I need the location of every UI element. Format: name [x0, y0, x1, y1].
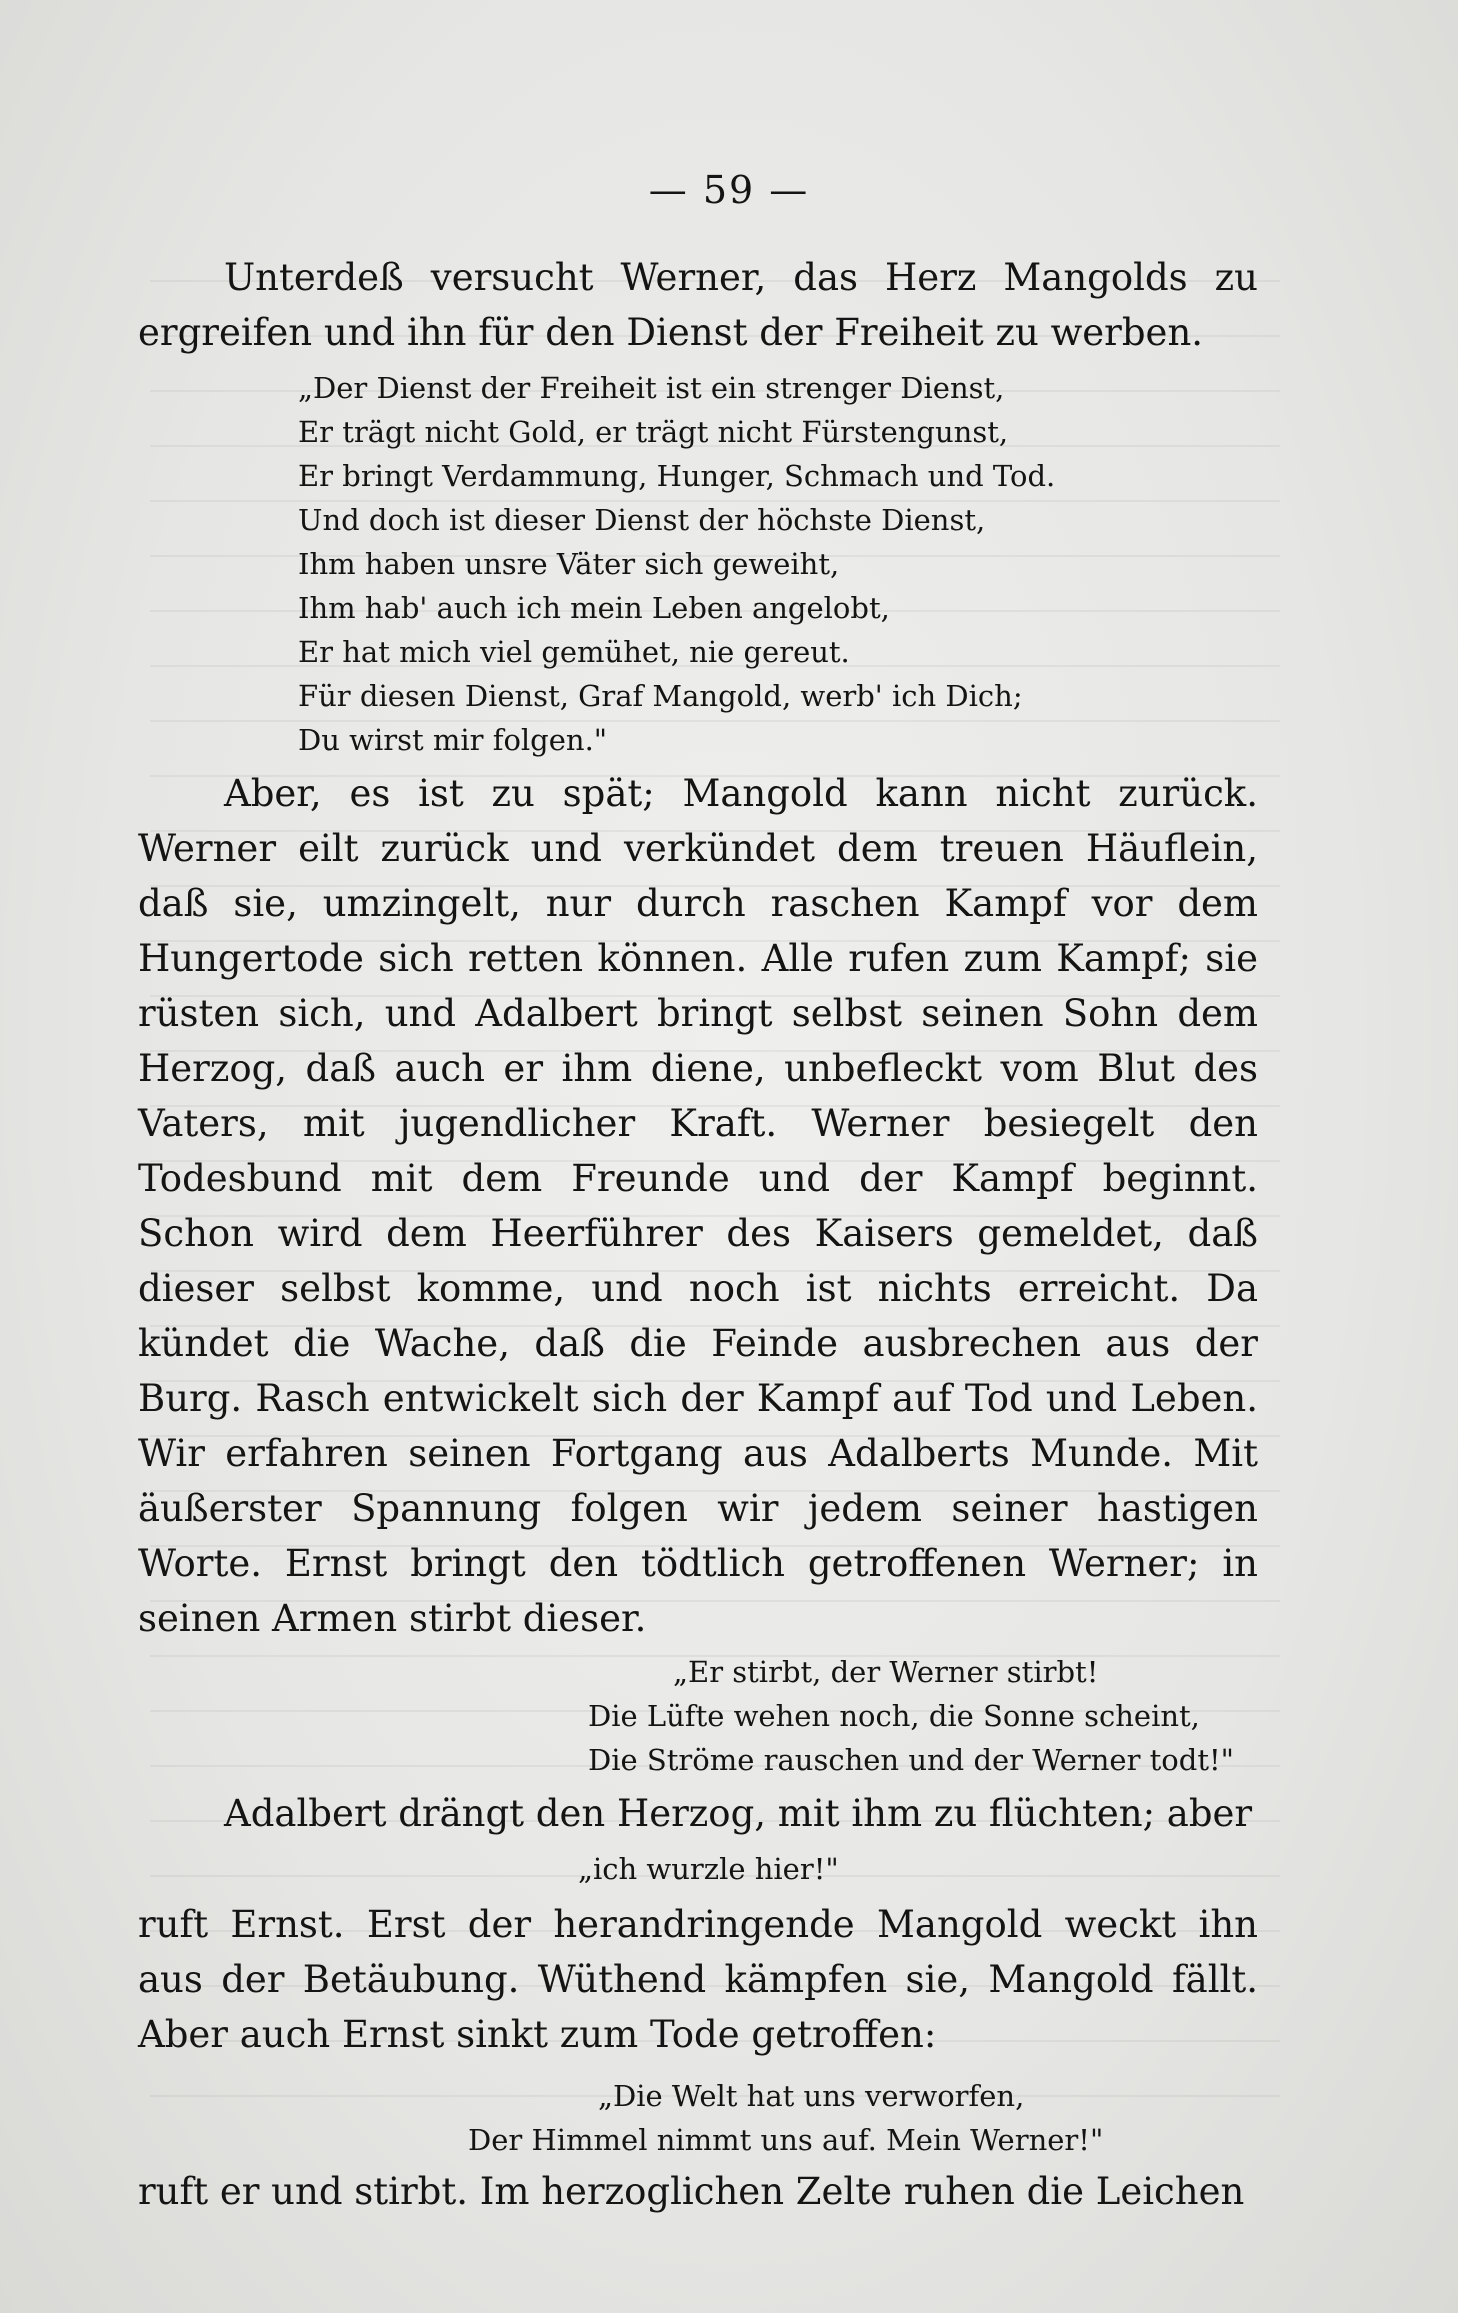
verse-block-3: [138, 1847, 1258, 1891]
page-number: — 59 —: [648, 168, 810, 212]
verse-line: Du wirst mir folgen.": [298, 723, 608, 757]
verse-line: Ihm haben unsre Väter sich geweiht,: [298, 547, 840, 581]
paragraph-3: Adalbert drängt den Herzog, mit ihm zu flüchten; aber: [224, 1792, 1253, 1835]
verse-line: Er bringt Verdammung, Hunger, Schmach und Tod.: [298, 459, 1056, 493]
verse-line: Und doch ist dieser Dienst der höchste Dienst,: [298, 503, 986, 537]
verse-line: „Die Welt hat uns verworfen,: [598, 2079, 1025, 2113]
paragraph-5: ruft er und stirbt. Im herzoglichen Zelte ruhen die Leichen: [138, 2170, 1245, 2213]
verse-line: Der Himmel nimmt uns auf. Mein Werner!": [468, 2123, 1104, 2157]
verse-line: Er hat mich viel gemühet, nie gereut.: [298, 635, 850, 669]
verse-line: Für diesen Dienst, Graf Mangold, werb' ich Dich;: [298, 679, 1023, 713]
verse-line: Die Lüfte wehen noch, die Sonne scheint,: [588, 1699, 1200, 1733]
page-text: [138, 250, 1258, 2219]
verse-line: Ihm hab' auch ich mein Leben angelobt,: [298, 591, 890, 625]
verse-line: Die Ströme rauschen und der Werner todt!": [588, 1743, 1234, 1777]
verse-block-1: [138, 366, 1258, 762]
paragraph-2: Aber, es ist zu spät; Mangold kann nicht zurück. Werner eilt zurück und verkündet dem treuen Häuflein, daß sie, umzingelt, nur durch raschen Kampf vor dem Hungertode sich retten können. Alle rufen zum Kampf; sie rüsten sich, und Adalbert bringt selbst seinen Sohn dem Herzog, daß auch er ihm diene, unbefleckt vom Blut des Vaters, mit jugendlicher Kraft. Werner besiegelt den Todesbund mit dem Freunde und der Kampf beginnt. Schon wird dem Heerführer des Kaisers gemeldet, daß dieser selbst komme, und noch ist nichts erreicht. Da kündet die Wache, daß die Feinde ausbrechen aus der Burg. Rasch entwickelt sich der Kampf auf Tod und Leben. Wir erfahren seinen Fortgang aus Adalberts Munde. Mit äußerster Spannung folgen wir jedem seiner hastigen Worte. Ernst bringt den tödtlich getroffenen Werner; in seinen Armen stirbt dieser.: [138, 772, 1258, 1640]
verse-line: „Er stirbt, der Werner stirbt!: [673, 1655, 1099, 1689]
verse-block-2: [138, 1650, 1258, 1782]
verse-line: Er trägt nicht Gold, er trägt nicht Fürstengunst,: [298, 415, 1009, 449]
verse-line: „ich wurzle hier!": [578, 1852, 839, 1886]
verse-line: „Der Dienst der Freiheit ist ein strenger Dienst,: [298, 371, 1005, 405]
verse-block-4: [138, 2074, 1258, 2162]
paragraph-1: Unterdeß versucht Werner, das Herz Mangolds zu ergreifen und ihn für den Dienst der Freiheit zu werben.: [138, 256, 1258, 354]
paragraph-4: ruft Ernst. Erst der herandringende Mangold weckt ihn aus der Betäubung. Wüthend kämpfen sie, Mangold fällt. Aber auch Ernst sinkt zum Tode getroffen:: [138, 1903, 1258, 2056]
